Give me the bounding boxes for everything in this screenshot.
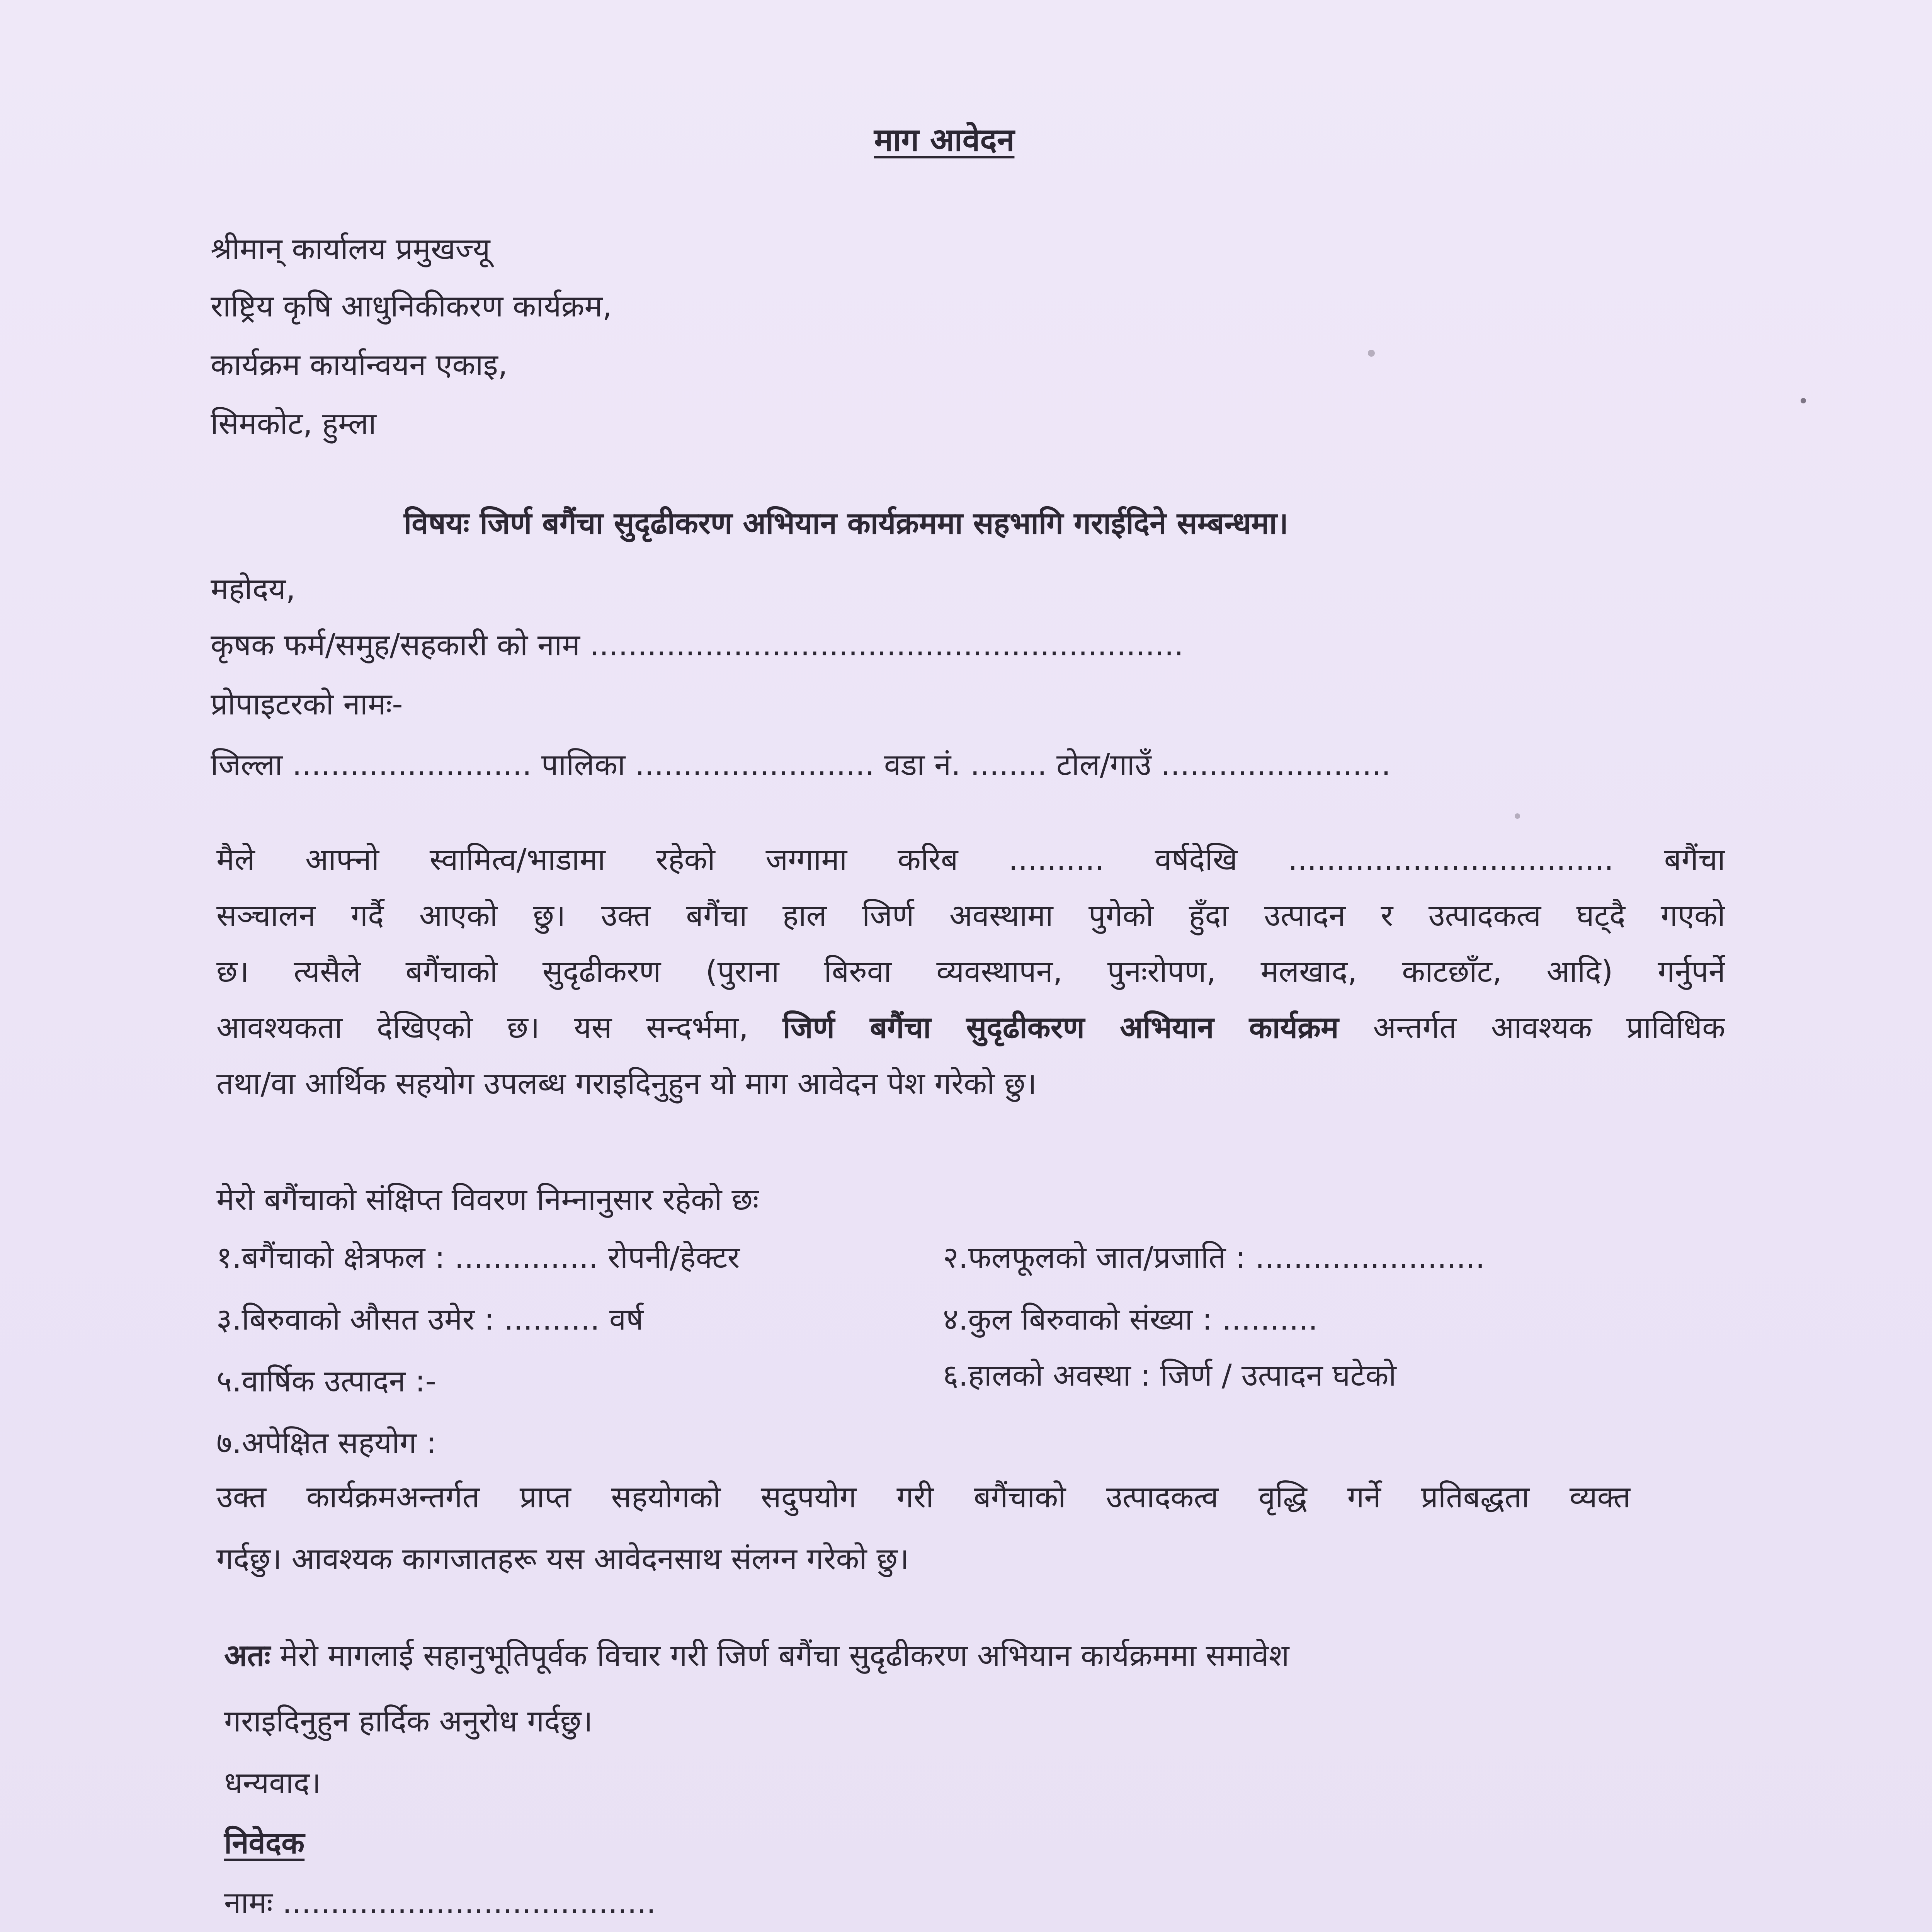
scan-speck [1515,813,1520,819]
detail-item-5: ५.वार्षिक उत्पादन :- [216,1364,436,1399]
details-intro: मेरो बगैंचाको संक्षिप्त विवरण निम्नानुसार रहेको छः [216,1182,759,1217]
scan-speck [1801,398,1806,403]
salutation: महोदय, [211,572,296,607]
body-line-4-program: जिर्ण बगैंचा सुदृढीकरण अभियान कार्यक्रम [782,1010,1339,1045]
proprietor-field: प्रोपाइटरको नामः- [211,687,403,722]
thanks-text: धन्यवाद। [224,1766,321,1801]
address-line-3: कार्यक्रम कार्यान्वयन एकाइ, [211,348,508,383]
body-line-1: मैले आफ्नो स्वामित्व/भाडामा रहेको जग्गामा करिब .......... वर्षदेखि .................................. बगैंचा [216,842,1725,877]
request-line-2: गराइदिनुहुन हार्दिक अनुरोध गर्दछु। [224,1704,593,1739]
detail-item-6: ६.हालको अवस्था : जिर्ण / उत्पादन घटेको [943,1358,1396,1393]
body-line-4 [216,1007,1725,1049]
detail-item-3: ३.बिरुवाको औसत उमेर : .......... वर्ष [216,1302,644,1337]
location-field: जिल्ला ......................... पालिका ......................... वडा नं. ........ टोल/गाउँ ........................ [211,748,1391,782]
farm-name-field: कृषक फर्म/समुह/सहकारी को नाम .............................................................. [211,628,1184,663]
detail-item-1: १.बगैंचाको क्षेत्रफल : ............... रोपनी/हेक्टर [216,1240,740,1275]
scan-speck [1368,350,1375,357]
applicant-heading: निवेदक [224,1826,305,1861]
commitment-line-1: उक्त कार्यक्रमअन्तर्गत प्राप्त सहयोगको सदुपयोग गरी बगैंचाको उत्पादकत्व वृद्धि गर्ने प्रतिबद्धता व्यक्त [216,1480,1631,1515]
body-line-3: छ। त्यसैले बगैंचाको सुदृढीकरण (पुराना बिरुवा व्यवस्थापन, पुनःरोपण, मलखाद, काटछाँट, आदि) गर्नुपर्ने [216,954,1725,989]
detail-item-4: ४.कुल बिरुवाको संख्या : .......... [943,1302,1318,1337]
commitment-line-2: गर्दछु। आवश्यक कागजातहरू यस आवेदनसाथ संलग्न गरेको छु। [216,1542,909,1577]
detail-item-2: २.फलफूलको जात/प्रजाति : ........................ [943,1240,1485,1275]
body-line-5: तथा/वा आर्थिक सहयोग उपलब्ध गराइदिनुहुन यो माग आवेदन पेश गरेको छु। [216,1066,1037,1101]
request-line-1 [224,1634,1289,1677]
subject-line: विषयः जिर्ण बगैंचा सुदृढीकरण अभियान कार्यक्रममा सहभागि गराईदिने सम्बन्धमा। [404,506,1289,541]
request-line-1-text: मेरो मागलाई सहानुभूतिपूर्वक विचार गरी जिर्ण बगैंचा सुदृढीकरण अभियान कार्यक्रममा समावेश [280,1638,1289,1673]
applicant-name: नामः ....................................... [224,1886,656,1920]
body-line-2: सञ्चालन गर्दै आएको छु। उक्त बगैंचा हाल जिर्ण अवस्थामा पुगेको हुँदा उत्पादन र उत्पादकत्व घट्दै गएको [216,898,1725,933]
address-line-2: राष्ट्रिय कृषि आधुनिकीकरण कार्यक्रम, [211,289,612,324]
detail-item-7: ७.अपेक्षित सहयोग : [216,1426,437,1461]
address-line-4: सिमकोट, हुम्ला [211,406,376,441]
body-line-4-end: अन्तर्गत आवश्यक प्राविधिक [1373,1010,1725,1045]
request-lead: अतः [224,1638,270,1673]
page-title: माग आवेदन [874,122,1015,158]
address-line-1: श्रीमान् कार्यालय प्रमुखज्यू [211,232,490,267]
body-line-4-start: आवश्यकता देखिएको छ। यस सन्दर्भमा, [216,1010,748,1045]
